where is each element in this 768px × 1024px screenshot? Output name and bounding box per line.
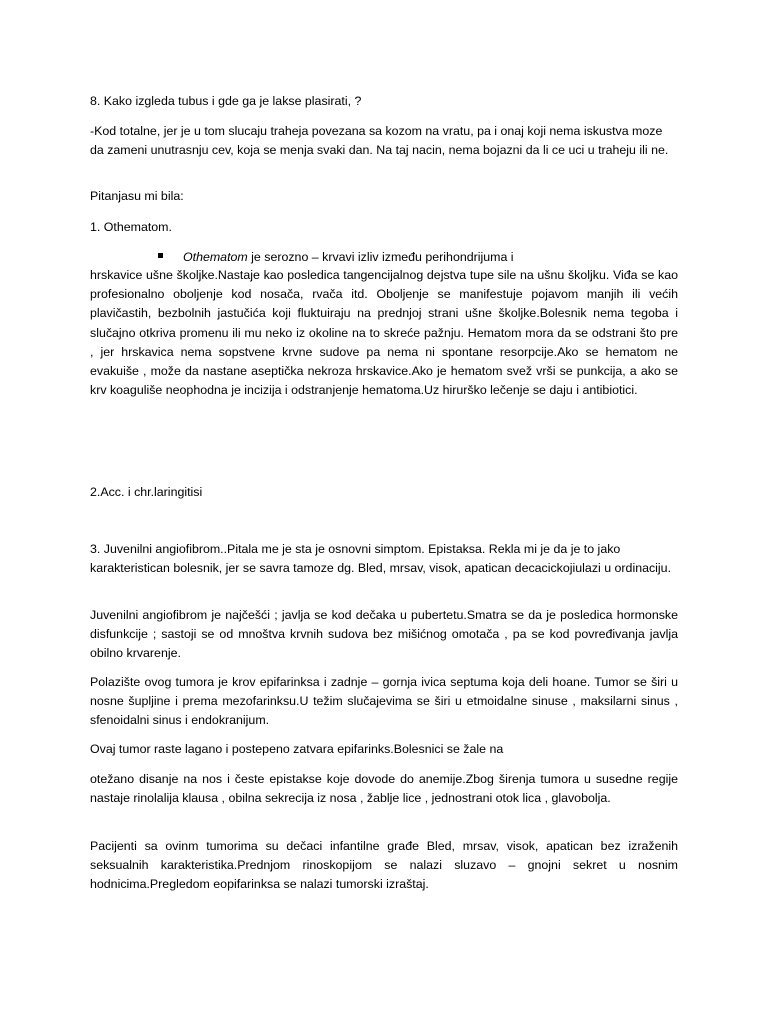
q2-title: 2.Acc. i chr.laringitisi	[90, 485, 203, 499]
q1-bullet-line	[158, 248, 514, 267]
q3-intro: 3. Juvenilni angiofibrom..Pitala me je sta je osnovni simptom. Epistaksa. Rekla mi je da je to jako karakteristican bolesnik, jer se savra tamoze dg. Bled, mrsav, visok, apatican decacickojiulazi u ordinaciju.	[90, 542, 672, 576]
questions-intro: Pitanjasu mi bila:	[90, 189, 184, 203]
q3-paragraph-4: otežano disanje na nos i česte epistakse koje dovode do anemije.Zbog širenja tumora u susedne regije nastaje rinolalija klausa , obilna sekrecija iz nosa , žablje lice , jednostrani otok lica , glavobolja.	[90, 772, 678, 806]
q8-heading: 8. Kako izgleda tubus i gde ga je lakse plasirati, ?	[90, 94, 362, 108]
bullet-square-icon	[158, 253, 163, 258]
q3-paragraph-2: Polazište ovog tumora je krov epifarinksa i zadnje – gornja ivica septuma koja deli hoane. Tumor se širi u nosne šupljine i prema mezofarinksu.U težim slučajevima se širi u etmoidalne sinuse , maksilarni sinus , sfenoidalni sinus i endokranijum.	[90, 675, 678, 728]
q1-title: 1. Othematom.	[90, 220, 172, 234]
q1-term: Othematom	[183, 250, 248, 264]
q3-paragraph-5: Pacijenti sa ovinm tumorima su dečaci infantilne građe Bled, mrsav, visok, apatican bez izraženih seksualnih karakteristika.Prednjom rinoskopijom se nalazi sluzavo – gnojni sekret u nosnim hodnicima.Pregledom eopifarinksa se nalazi tumorski izraštaj.	[90, 839, 678, 892]
q3-paragraph-1: Juvenilni angiofibrom je najčešći ; javlja se kod dečaka u pubertetu.Smatra se da je posledica hormonske disfunkcije ; sastoji se od mnoštva krvnih sudova bez mišićnog omotača , pa se kod povređivanja javlja obilno krvarenje.	[90, 608, 678, 661]
q1-body: hrskavice ušne školjke.Nastaje kao posledica tangencijalnog dejstva tupe sile na ušnu školjku. Viđa se kao profesionalno oboljenje kod nosača, rvača itd. Oboljenje se manifestuje pojavom manjih ili većih plavičastih, bezbolnih jastučića koji fluktuiraju na prednjoj strani ušne školjke.Bolesnik nema tegoba i slučajno otkriva promenu ili mu neko iz okoline na to skreće pažnju. Hematom mora da se odstrani što pre , jer hrskavica nema sopstvene krvne sudove pa nema ni spontane resorpcije.Ako se hematom ne evakuiše , može da nastane aseptička nekroza hrskavice.Ako je hematom svež vrši se punkcija, a ako se krv koaguliše neophodna je incizija i odstranjenje hematoma.Uz hirurško lečenje se daju i antibiotici.	[90, 268, 678, 398]
q8-answer: -Kod totalne, jer je u tom slucaju traheja povezana sa kozom na vratu, pa i onaj koji nema iskustva moze da zameni unutrasnju cev, koja se menja svaki dan. Na taj nacin, nema bojazni da li ce uci u traheju ili ne.	[90, 124, 669, 158]
q1-bullet-rest: je serozno – krvavi izliv između perihondrijuma i	[247, 250, 514, 264]
q3-paragraph-3: Ovaj tumor raste lagano i postepeno zatvara epifarinks.Bolesnici se žale na	[90, 742, 504, 756]
